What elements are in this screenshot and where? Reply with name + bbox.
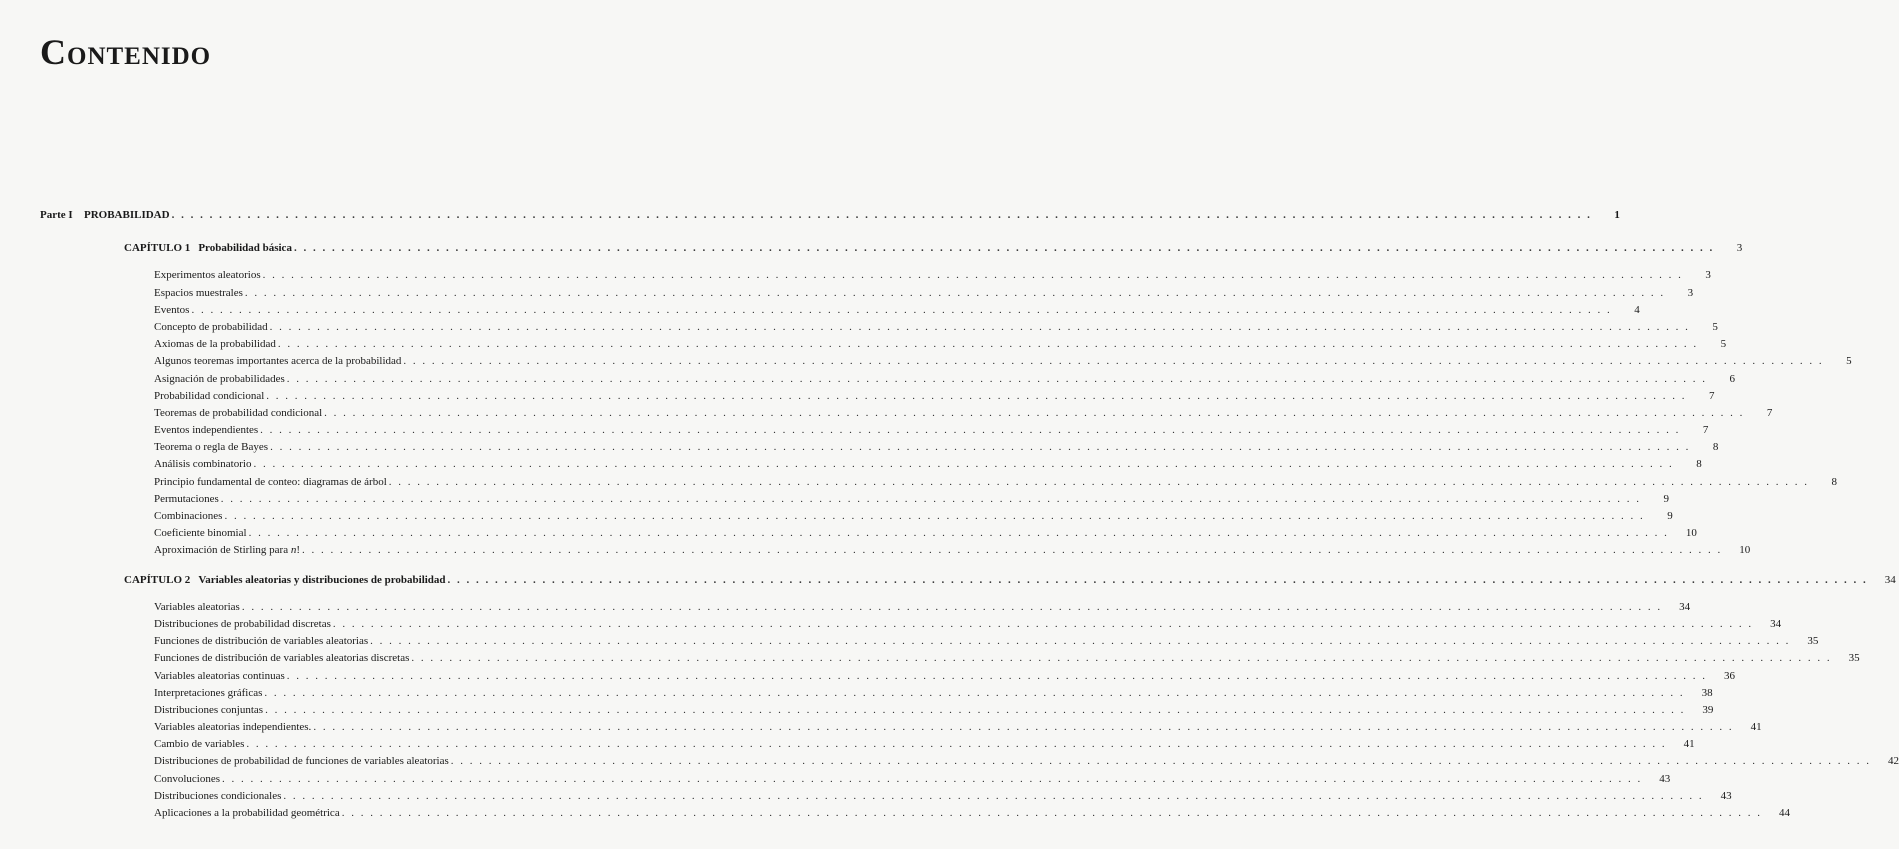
section-page: 43: [1720, 789, 1732, 802]
section-title: [154, 319, 268, 336]
section-page: 9: [1663, 492, 1670, 505]
section-page: 35: [1848, 652, 1860, 665]
table-of-contents: [40, 207, 1899, 822]
section-page: 8: [1831, 475, 1838, 488]
section-title-text: Experimentos aleatorios: [154, 269, 261, 282]
section-title-text: Cambio de variables: [154, 738, 245, 751]
part-title: PROBABILIDAD: [84, 209, 170, 221]
section-title-text: Variables aleatorias independientes.: [154, 721, 312, 734]
section-page: 10: [1739, 544, 1751, 557]
leader-dots: . . . . . . . . . . . . . . . . . . . . . . . . . . . . . . . . . . . . . . . . . . . . . . . . . . . . . . . . . . . . . . . . . . . . . . . . . . . . . . . . . . . . . . . . . . . . . . . . . . . . . . . . . . . . . . . . . . . . . . . . . . . . . . . . . . . . . . . . . . . . . . . . . . . . . .: [265, 703, 1686, 716]
section-title: [154, 353, 401, 370]
toc-section[interactable]: [40, 736, 1695, 753]
section-title: [154, 474, 387, 491]
section-title-text: Combinaciones: [154, 510, 223, 522]
section-title: [154, 771, 220, 788]
chapter-title: Variables aleatorias y distribuciones de probabilidad: [198, 573, 446, 586]
leader-dots: . . . . . . . . . . . . . . . . . . . . . . . . . . . . . . . . . . . . . . . . . . . . . . . . . . . . . . . . . . . . . . . . . . . . . . . . . . . . . . . . . . . . . . . . . . . . . . . . . . . . . . . . . . . . . . . . . . . . . . . . . . . . . . . . . . . . . . . . . . . . . . . . . . . . . .: [244, 286, 1666, 299]
section-title: [154, 508, 222, 525]
section-page: 41: [1683, 738, 1695, 751]
leader-dots: . . . . . . . . . . . . . . . . . . . . . . . . . . . . . . . . . . . . . . . . . . . . . . . . . . . . . . . . . . . . . . . . . . . . . . . . . . . . . . . . . . . . . . . . . . . . . . . . . . . . . . . . . . . . . . . . . . . . . . . . . . . . . . . . . . . . . . . . . . . . . . . . . . . . . .: [246, 738, 1667, 751]
toc-section[interactable]: [40, 685, 1713, 702]
section-page: 5: [1846, 355, 1852, 368]
chapter-page: 3: [1736, 242, 1743, 255]
section-title-text: Distribuciones conjuntas: [154, 703, 264, 716]
section-page: 3: [1687, 286, 1694, 299]
toc-section[interactable]: [40, 474, 1838, 491]
section-title-text: Variables aleatorias: [154, 600, 240, 613]
section-title: [154, 371, 285, 388]
toc-section[interactable]: [40, 336, 1727, 353]
section-title: [154, 650, 409, 667]
leader-dots: . . . . . . . . . . . . . . . . . . . . . . . . . . . . . . . . . . . . . . . . . . . . . . . . . . . . . . . . . . . . . . . . . . . . . . . . . . . . . . . . . . . . . . . . . . . . . . . . . . . . . . . . . . . . . . . . . . . . . . . . . . . . . . . . . . . . . . . . . . . . . . . . . . . . . .: [264, 686, 1685, 699]
section-page: 3: [1705, 269, 1711, 282]
section-title: [154, 599, 240, 616]
toc-section[interactable]: [40, 599, 1691, 616]
leader-dots: . . . . . . . . . . . . . . . . . . . . . . . . . . . . . . . . . . . . . . . . . . . . . . . . . . . . . . . . . . . . . . . . . . . . . . . . . . . . . . . . . . . . . . . . . . . . . . . . . . . . . . . . . . . . . . . . . . . . . . . . . . . . . . . . . . . . . . . . . . . . . . . . . . . . . .: [220, 492, 1642, 505]
section-page: 42: [1888, 755, 1899, 768]
leader-dots: . . . . . . . . . . . . . . . . . . . . . . . . . . . . . . . . . . . . . . . . . . . . . . . . . . . . . . . . . . . . . . . . . . . . . . . . . . . . . . . . . . . . . . . . . . . . . . . . . . . . . . . . . . . . . . . . . . . . . . . . . . . . . . . . . . . . . . . . . . . . . . . . . . . . . .: [403, 355, 1824, 368]
section-title-text: Variables aleatorias continuas: [154, 669, 285, 682]
section-title: [154, 736, 244, 753]
section-title: [154, 616, 331, 633]
section-page: 41: [1750, 721, 1762, 734]
section-title-text: Análisis combinatorio: [154, 458, 252, 471]
chapter-list: [40, 240, 1899, 822]
toc-section[interactable]: [40, 508, 1673, 525]
section-title: [154, 719, 311, 736]
section-page: 6: [1729, 372, 1735, 385]
section-title: [154, 805, 340, 822]
section-title-text: Eventos independientes: [154, 424, 259, 437]
leader-dots: . . . . . . . . . . . . . . . . . . . . . . . . . . . . . . . . . . . . . . . . . . . . . . . . . . . . . . . . . . . . . . . . . . . . . . . . . . . . . . . . . . . . . . . . . . . . . . . . . . . . . . . . . . . . . . . . . . . . . . . . . . . . . . . . . . . . . . . . . . . . . . . . . . . . . .: [222, 772, 1643, 785]
section-title: [154, 285, 243, 302]
section-title-text: Distribuciones de probabilidad discretas: [154, 617, 331, 630]
section-page: 36: [1723, 669, 1735, 682]
section-title: [154, 525, 247, 542]
section-title: [154, 267, 261, 284]
toc-section[interactable]: [40, 771, 1671, 788]
section-title: [154, 405, 322, 422]
toc-section[interactable]: [40, 353, 1852, 370]
section-title-text: Algunos teoremas importantes acerca de la probabilidad: [154, 355, 402, 368]
section-title: [154, 633, 368, 650]
leader-dots: . . . . . . . . . . . . . . . . . . . . . . . . . . . . . . . . . . . . . . . . . . . . . . . . . . . . . . . . . . . . . . . . . . . . . . . . . . . . . . . . . . . . . . . . . . . . . . . . . . . . . . . . . . . . . . . . . . . . . . . . . . . . . . . . . . . . . . . . . . . . . . . . . . . . . .: [388, 475, 1810, 488]
toc-section[interactable]: [40, 633, 1819, 650]
leader-dots: . . . . . . . . . . . . . . . . . . . . . . . . . . . . . . . . . . . . . . . . . . . . . . . . . . . . . . . . . . . . . . . . . . . . . . . . . . . . . . . . . . . . . . . . . . . . . . . . . . . . . . . . . . . . . . . . . . . . . . . . . . . . . . . . . . . . . . . . . . . . . . . . . . . . . .: [450, 755, 1872, 768]
section-page: 8: [1712, 441, 1719, 454]
toc-section[interactable]: [40, 788, 1732, 805]
section-page: 5: [1720, 338, 1727, 351]
leader-dots: . . . . . . . . . . . . . . . . . . . . . . . . . . . . . . . . . . . . . . . . . . . . . . . . . . . . . . . . . . . . . . . . . . . . . . . . . . . . . . . . . . . . . . . . . . . . . . . . . . . . . . . . . . . . . . . . . . . . . . . . . . . . . . . . . . . . . . . . . . . . . . . . . . . . . .: [411, 652, 1832, 665]
part-page: 1: [1614, 209, 1620, 221]
section-title-text: Permutaciones: [154, 492, 219, 505]
toc-section[interactable]: [40, 805, 1790, 822]
section-page: 7: [1702, 424, 1709, 437]
toc-part[interactable]: [40, 207, 1620, 224]
toc-section[interactable]: [40, 405, 1773, 422]
leader-dots: . . . . . . . . . . . . . . . . . . . . . . . . . . . . . . . . . . . . . . . . . . . . . . . . . . . . . . . . . . . . . . . . . . . . . . . . . . . . . . . . . . . . . . . . . . . . . . . . . . . . . . . . . . . . . . . . . . . . . . . . . . . . . . . . . . . . . . . . . . . . . . . . . . . . . .: [248, 527, 1669, 540]
section-page: 7: [1709, 389, 1715, 402]
section-page: 34: [1679, 600, 1691, 613]
section-title-text: Teorema o regla de Bayes: [154, 441, 269, 454]
leader-dots: . . . . . . . . . . . . . . . . . . . . . . . . . . . . . . . . . . . . . . . . . . . . . . . . . . . . . . . . . . . . . . . . . . . . . . . . . . . . . . . . . . . . . . . . . . . . . . . . . . . . . . . . . . . . . . . . . . . . . . . . . . . . . . . . . . . . . . . . . . . . . . . . . . . . . .: [260, 424, 1681, 437]
chapter-number: CAPÍTULO 1: [124, 242, 191, 255]
leader-dots: . . . . . . . . . . . . . . . . . . . . . . . . . . . . . . . . . . . . . . . . . . . . . . . . . . . . . . . . . . . . . . . . . . . . . . . . . . . . . . . . . . . . . . . . . . . . . . . . . . . . . . . . . . . . . . . . . . . . . . . . . . . . . . . . . . . . . . . . . . . . . . . . . . . . . .: [191, 303, 1612, 316]
section-title-text: Teoremas de probabilidad condicional: [154, 406, 323, 419]
toc-section[interactable]: [40, 650, 1860, 667]
toc-section[interactable]: [40, 388, 1715, 405]
leader-dots: . . . . . . . . . . . . . . . . . . . . . . . . . . . . . . . . . . . . . . . . . . . . . . . . . . . . . . . . . . . . . . . . . . . . . . . . . . . . . . . . . . . . . . . . . . . . . . . . . . . . . . . . . . . . . . . . . . . . . . . . . . . . . . . . . . . . . . . . . . . . . . . . . . . . . .: [253, 458, 1674, 471]
leader-dots: . . . . . . . . . . . . . . . . . . . . . . . . . . . . . . . . . . . . . . . . . . . . . . . . . . . . . . . . . . . . . . . . . . . . . . . . . . . . . . . . . . . . . . . . . . . . . . . . . . . . . . . . . . . . . . . . . . . . . . . . . . . . . . . . . . . . . . . . . . . . . . . . . . . . . .: [277, 338, 1699, 351]
section-title-text: Funciones de distribución de variables aleatorias: [154, 635, 369, 648]
section-page: 43: [1659, 772, 1671, 785]
leader-dots: . . . . . . . . . . . . . . . . . . . . . . . . . . . . . . . . . . . . . . . . . . . . . . . . . . . . . . . . . . . . . . . . . . . . . . . . . . . . . . . . . . . . . . . . . . . . . . . . . . . . . . . . . . . . . . . . . . . . . . . . . . . . . . . . . . . . . . . . . . . . . . . . . . . . . .: [266, 389, 1687, 402]
section-title-text: Concepto de probabilidad: [154, 320, 268, 333]
section-page: 10: [1685, 527, 1697, 540]
leader-dots: . . . . . . . . . . . . . . . . . . . . . . . . . . . . . . . . . . . . . . . . . . . . . . . . . . . . . . . . . . . . . . . . . . . . . . . . . . . . . . . . . . . . . . . . . . . . . . . . . . . . . . . . . . . . . . . . . . . . . . . . . . . . . . . . . . . . . . . . . . . . . . . . . . . . . .: [224, 510, 1645, 522]
leader-dots: . . . . . . . . . . . . . . . . . . . . . . . . . . . . . . . . . . . . . . . . . . . . . . . . . . . . . . . . . . . . . . . . . . . . . . . . . . . . . . . . . . . . . . . . . . . . . . . . . . . . . . . . . . . . . . . . . . . . . . . . . . . . . . . . . . . . . . . . . . . . . . . . . . . . . .: [302, 544, 1723, 557]
leader-dots: . . . . . . . . . . . . . . . . . . . . . . . . . . . . . . . . . . . . . . . . . . . . . . . . . . . . . . . . . . . . . . . . . . . . . . . . . . . . . . . . . . . . . . . . . . . . . . . . . . . . . . . . . . . . . . . . . . . . . . . . . . . . . . . . . . . . . . . . . . . . . . . . . . . . . .: [332, 617, 1754, 630]
section-title: [154, 702, 263, 719]
section-title-text: Probabilidad condicional: [154, 389, 265, 402]
section-title-text: Axiomas de la probabilidad: [154, 338, 276, 351]
part-label: Parte I: [40, 209, 73, 221]
section-page: 4: [1634, 303, 1640, 316]
leader-dots: . . . . . . . . . . . . . . . . . . . . . . . . . . . . . . . . . . . . . . . . . . . . . . . . . . . . . . . . . . . . . . . . . . . . . . . . . . . . . . . . . . . . . . . . . . . . . . . . . . . . . . . . . . . . . . . . . . . . . . . . . . . . . . . . . . . . . . . . . . . . . . . . . . . . . .: [269, 320, 1690, 333]
section-title-text: Funciones de distribución de variables aleatorias discretas: [154, 652, 410, 665]
toc-section[interactable]: [40, 456, 1702, 473]
section-title-italic: n: [290, 544, 297, 557]
toc-section[interactable]: [40, 302, 1640, 319]
chapter-title: Probabilidad básica: [198, 242, 292, 255]
leader-dots: . . . . . . . . . . . . . . . . . . . . . . . . . . . . . . . . . . . . . . . . . . . . . . . . . . . . . . . . . . . . . . . . . . . . . . . . . . . . . . . . . . . . . . . . . . . . . . . . . . . . . . . . . . . . . . . . . . . . . . . . . . . . . . . . . . . . . . . . . . . . . . . . . . . . . .: [313, 721, 1734, 734]
section-title: [154, 788, 281, 805]
section-title-text: Eventos: [154, 303, 190, 316]
section-title: [154, 542, 300, 559]
section-title: [154, 753, 449, 770]
chapter-heading: [124, 572, 446, 589]
section-page: 8: [1696, 458, 1702, 471]
toc-section[interactable]: [40, 753, 1899, 770]
leader-dots: . . . . . . . . . . . . . . . . . . . . . . . . . . . . . . . . . . . . . . . . . . . . . . . . . . . . . . . . . . . . . . . . . . . . . . . . . . . . . . . . . . . . . . . . . . . . . . . . . . . . . . . . . . . . . . . . . . . . . . . . . . . . . . . . . . . . . . . . . . . . . . . . . . . . . .: [341, 807, 1762, 819]
toc-section[interactable]: [40, 616, 1782, 633]
toc-section[interactable]: [40, 491, 1670, 508]
section-page: 34: [1770, 617, 1782, 630]
toc-chapter[interactable]: [40, 240, 1743, 257]
leader-dots: . . . . . . . . . . . . . . . . . . . . . . . . . . . . . . . . . . . . . . . . . . . . . . . . . . . . . . . . . . . . . . . . . . . . . . . . . . . . . . . . . . . . . . . . . . . . . . . . . . . . . . . . . . . . . . . . . . . . . . . . . . . . . . . . . . . . . . . . . . . . . . . . . . . . . .: [286, 372, 1707, 385]
toc-section[interactable]: [40, 542, 1751, 559]
section-title: [154, 456, 251, 473]
section-title-text: Asignación de probabilidades: [154, 372, 285, 385]
leader-dots: . . . . . . . . . . . . . . . . . . . . . . . . . . . . . . . . . . . . . . . . . . . . . . . . . . . . . . . . . . . . . . . . . . . . . . . . . . . . . . . . . . . . . . . . . . . . . . . . . . . . . . . . . . . . . . . . . . . . . . . . . . . . . . . . . . . . . . . . . . . . . . . . . . . . . .: [447, 573, 1868, 586]
toc-section[interactable]: [40, 668, 1735, 685]
section-title-text: Convoluciones: [154, 772, 220, 785]
section-page: 38: [1701, 686, 1713, 699]
toc-section[interactable]: [40, 267, 1711, 284]
section-title: [154, 388, 264, 405]
section-page: 9: [1667, 510, 1673, 522]
toc-section[interactable]: [40, 439, 1719, 456]
page-title: Contenido: [40, 32, 212, 72]
section-page: 44: [1778, 807, 1790, 819]
chapter-number: CAPÍTULO 2: [124, 573, 191, 586]
section-page: 39: [1702, 703, 1714, 716]
section-title-text: Distribuciones de probabilidad de funciones de variables aleatorias: [154, 755, 449, 768]
leader-dots: . . . . . . . . . . . . . . . . . . . . . . . . . . . . . . . . . . . . . . . . . . . . . . . . . . . . . . . . . . . . . . . . . . . . . . . . . . . . . . . . . . . . . . . . . . . . . . . . . . . . . . . . . . . . . . . . . . . . . . . . . . . . . . . . . . . . . . . . . . . . . . . . . . . . . .: [293, 242, 1715, 255]
section-title: [154, 422, 258, 439]
toc-section[interactable]: [40, 525, 1697, 542]
leader-dots: . . . . . . . . . . . . . . . . . . . . . . . . . . . . . . . . . . . . . . . . . . . . . . . . . . . . . . . . . . . . . . . . . . . . . . . . . . . . . . . . . . . . . . . . . . . . . . . . . . . . . . . . . . . . . . . . . . . . . . . . . . . . . . . . . . . . . . . . . . . . . . . . . . . . . .: [286, 669, 1707, 682]
section-title-text: Principio fundamental de conteo: diagramas de árbol: [154, 475, 387, 488]
section-title: [154, 491, 219, 508]
section-title-text: Interpretaciones gráficas: [154, 686, 263, 699]
section-title: [154, 439, 268, 456]
section-title-suffix: !: [296, 544, 301, 557]
toc-section[interactable]: [40, 422, 1709, 439]
leader-dots: . . . . . . . . . . . . . . . . . . . . . . . . . . . . . . . . . . . . . . . . . . . . . . . . . . . . . . . . . . . . . . . . . . . . . . . . . . . . . . . . . . . . . . . . . . . . . . . . . . . . . . . . . . . . . . . . . . . . . . . . . . . . . . . . . . . . . . . . . . . . . . . . . . . . . .: [171, 209, 1592, 221]
section-page: 5: [1712, 320, 1718, 333]
chapter-page: 34: [1884, 573, 1896, 586]
leader-dots: . . . . . . . . . . . . . . . . . . . . . . . . . . . . . . . . . . . . . . . . . . . . . . . . . . . . . . . . . . . . . . . . . . . . . . . . . . . . . . . . . . . . . . . . . . . . . . . . . . . . . . . . . . . . . . . . . . . . . . . . . . . . . . . . . . . . . . . . . . . . . . . . . . . . . .: [283, 789, 1704, 802]
section-title: [154, 685, 262, 702]
toc-section[interactable]: [40, 702, 1714, 719]
section-page: 7: [1766, 406, 1773, 419]
leader-dots: . . . . . . . . . . . . . . . . . . . . . . . . . . . . . . . . . . . . . . . . . . . . . . . . . . . . . . . . . . . . . . . . . . . . . . . . . . . . . . . . . . . . . . . . . . . . . . . . . . . . . . . . . . . . . . . . . . . . . . . . . . . . . . . . . . . . . . . . . . . . . . . . . . . . . .: [370, 635, 1791, 648]
section-title-text: Coeficiente binomial: [154, 527, 247, 540]
leader-dots: . . . . . . . . . . . . . . . . . . . . . . . . . . . . . . . . . . . . . . . . . . . . . . . . . . . . . . . . . . . . . . . . . . . . . . . . . . . . . . . . . . . . . . . . . . . . . . . . . . . . . . . . . . . . . . . . . . . . . . . . . . . . . . . . . . . . . . . . . . . . . . . . . . . . . .: [270, 441, 1691, 454]
toc-section[interactable]: [40, 371, 1735, 388]
toc-section[interactable]: [40, 719, 1762, 736]
section-title-text: Distribuciones condicionales: [154, 789, 282, 802]
toc-section[interactable]: [40, 319, 1718, 336]
leader-dots: . . . . . . . . . . . . . . . . . . . . . . . . . . . . . . . . . . . . . . . . . . . . . . . . . . . . . . . . . . . . . . . . . . . . . . . . . . . . . . . . . . . . . . . . . . . . . . . . . . . . . . . . . . . . . . . . . . . . . . . . . . . . . . . . . . . . . . . . . . . . . . . . . . . . . .: [262, 269, 1683, 282]
toc-chapter[interactable]: [40, 572, 1896, 589]
leader-dots: . . . . . . . . . . . . . . . . . . . . . . . . . . . . . . . . . . . . . . . . . . . . . . . . . . . . . . . . . . . . . . . . . . . . . . . . . . . . . . . . . . . . . . . . . . . . . . . . . . . . . . . . . . . . . . . . . . . . . . . . . . . . . . . . . . . . . . . . . . . . . . . . . . . . . .: [324, 406, 1745, 419]
section-title-text: Aplicaciones a la probabilidad geométrica: [154, 807, 340, 819]
chapter-heading: [124, 240, 292, 257]
section-page: 35: [1807, 635, 1819, 648]
section-title: [154, 336, 276, 353]
leader-dots: . . . . . . . . . . . . . . . . . . . . . . . . . . . . . . . . . . . . . . . . . . . . . . . . . . . . . . . . . . . . . . . . . . . . . . . . . . . . . . . . . . . . . . . . . . . . . . . . . . . . . . . . . . . . . . . . . . . . . . . . . . . . . . . . . . . . . . . . . . . . . . . . . . . . . .: [241, 600, 1663, 613]
section-title: [154, 302, 189, 319]
section-title: [154, 668, 285, 685]
section-title-text: Aproximación de Stirling para: [154, 544, 291, 557]
section-title-text: Espacios muestrales: [154, 286, 243, 299]
toc-section[interactable]: [40, 285, 1694, 302]
part-heading: [40, 207, 170, 224]
